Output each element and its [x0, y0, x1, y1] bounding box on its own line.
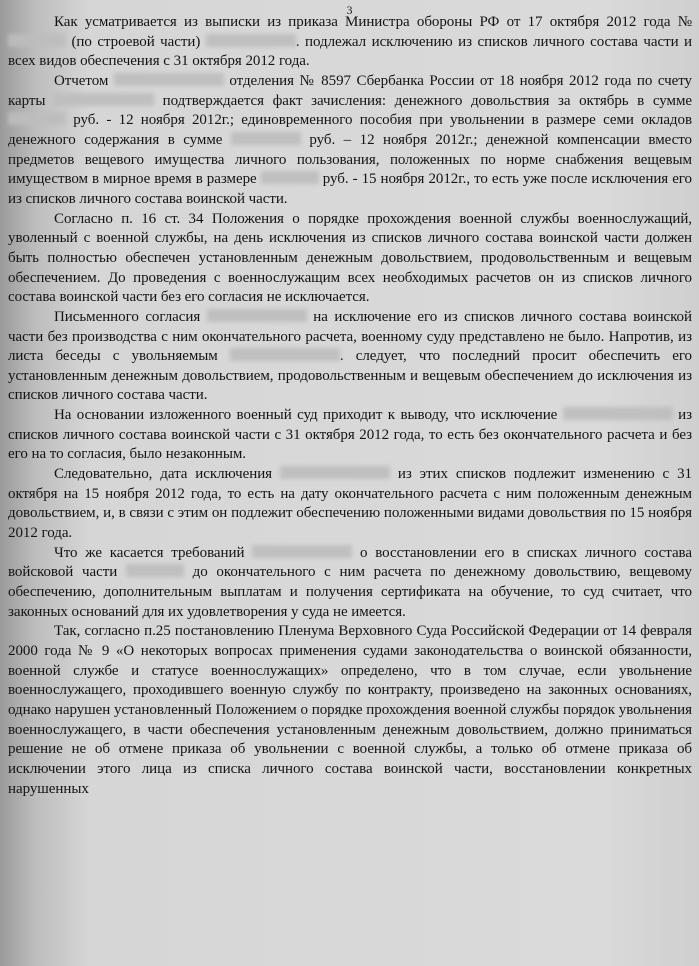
paragraph-text: На основании изложенного военный суд приходит к выводу, что исключение — [54, 407, 563, 424]
paragraph-p1 — [8, 13, 692, 72]
redacted-name — [252, 545, 352, 558]
paragraph-text: подтверждается факт зачисления: денежного довольствия за октябрь в сумме — [154, 92, 692, 109]
paragraph-text: руб. - 15 ноября 2012г., то есть уже после исключения его из списков личного состава воинской части. — [8, 171, 692, 207]
redacted-name — [280, 466, 390, 479]
document-body — [8, 13, 692, 799]
paragraph-text: руб. – 12 ноября 2012г.; денежной компенсации вместо предметов вещевого имущества личного пользования, положенных по норме снабжения вещевым имуществом в мирное время в размере — [8, 131, 692, 188]
redacted-name — [207, 309, 307, 322]
redacted-name — [261, 171, 319, 184]
paragraph-text: (по строевой части) — [66, 33, 206, 50]
paragraph-p8 — [8, 622, 692, 799]
redacted-name — [8, 112, 66, 125]
paragraph-p7 — [8, 544, 692, 623]
paragraph-p4 — [8, 308, 692, 406]
paragraph-text: до окончательного с ним расчета по денежному довольствию, вещевому обеспечению, дополнительным выплатам и получения сертификата на обучение, то суд считает, что законных оснований для их удовлетворения у суда не имеется. — [8, 564, 692, 620]
redacted-name — [230, 348, 340, 361]
paragraph-p2 — [8, 72, 692, 210]
paragraph-text: . следует, что последний просит обеспечить его установленным денежным довольствием, продовольственным и вещевым обеспечением до исключения из списков личного состава части. — [8, 348, 693, 404]
paragraph-p3 — [8, 210, 692, 308]
paragraph-text: Отчетом — [54, 72, 114, 89]
paragraph-text: Письменного согласия — [54, 308, 207, 325]
paragraph-text: . подлежал исключению из списков личного состава части и всех видов обеспечения с 31 октября 2012 года. — [8, 33, 693, 70]
redacted-name — [231, 132, 301, 145]
redacted-name — [563, 407, 673, 420]
paragraph-text: из этих списков подлежит изменению с 31 октября на 15 ноября 2012 года, то есть на дату окончательного расчета с ним положенным денежным довольствием, и, в связи с этим он подлежит обеспечению положенными видами довольствия по 15 ноября 2012 года. — [8, 466, 692, 542]
paragraph-text: Следовательно, дата исключения — [54, 466, 280, 483]
paragraph-text: на исключение его из списков личного состава воинской части без производства с ним окончательного расчета, военному суду представлено не было. Напротив, из листа беседы с увольняемым — [8, 308, 692, 365]
redacted-name — [114, 73, 224, 86]
paragraph-text: отделения № 8597 Сбербанка России от 18 ноября 2012 года по счету карты — [8, 72, 692, 109]
paragraph-text: Как усматривается из выписки из приказа Министра обороны РФ от 17 октября 2012 года № — [54, 14, 692, 30]
redacted-name — [54, 93, 154, 106]
redacted-name — [206, 34, 296, 47]
paragraph-text: руб. - 12 ноября 2012г.; единовременного пособия при увольнении в размере семи окладов денежного содержания в сумме — [8, 112, 692, 148]
paragraph-text: о восстановлении его в списках личного состава войсковой части — [8, 544, 693, 581]
paragraph-p5 — [8, 406, 692, 465]
paragraph-text: Так, согласно п.25 постановлению Пленума Верховного Суда Российской Федерации от 14 февраля 2000 года № 9 «О некоторых вопросах применения судами законодательства о воинской обязанности, военной службе и статусе военнослужащих» определено, что в том случае, если увольнение военнослужащего, проходившего военную службу по контракту, произведено на законных основаниях, однако нарушен установленный Положением о порядке прохождения военной службы порядок увольнения военнослужащего, в части обеспечения установленным денежным довольствием, должно приниматься решение не об отмене приказа об увольнении с военной службы, а только об отмене приказа об исключении этого лица из списка личного состава воинской части, восстановлении конкретных нарушенных — [8, 623, 692, 797]
redacted-name — [8, 34, 66, 47]
paragraph-p6 — [8, 465, 692, 544]
paragraph-text: Согласно п. 16 ст. 34 Положения о порядке прохождения военной службы военнослужащий, уволенный с военной службы, на день исключения из списков личного состава воинской части должен быть полностью обеспечен установленным денежным довольствием, продовольственным и вещевым обеспечением. До проведения с военнослужащим всех необходимых расчетов он из списков личного состава воинской части без его согласия не исключается. — [8, 210, 692, 306]
paragraph-text: Что же касается требований — [54, 544, 253, 561]
redacted-name — [126, 564, 184, 577]
paragraph-text: из списков личного состава воинской части с 31 октября 2012 года, то есть без окончательного расчета и без его на то согласия, было незаконным. — [8, 407, 692, 463]
page-number: 3 — [346, 3, 353, 17]
